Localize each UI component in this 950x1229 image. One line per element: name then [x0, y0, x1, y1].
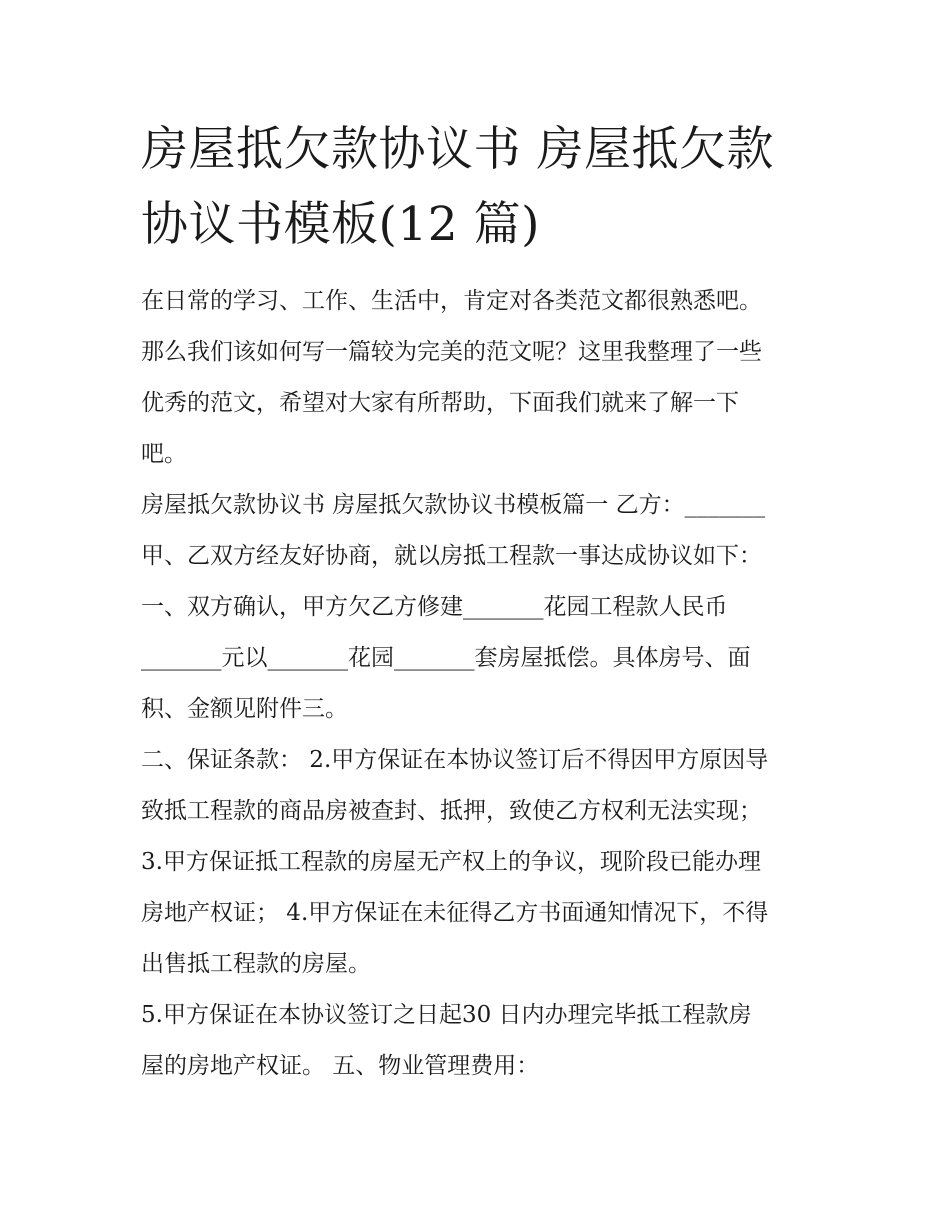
- body-line-15: 5.甲方保证在本协议签订之日起30 日内办理完毕抵工程款房: [141, 1002, 752, 1028]
- body-line-7: 一、双方确认，甲方欠乙方修建_______花园工程款人民币: [141, 594, 728, 620]
- body-line-2: 那么我们该如何写一篇较为完美的范文呢？这里我整理了一些: [141, 339, 762, 365]
- document-title: [141, 112, 821, 262]
- body-line-6: 甲、乙双方经友好协商，就以房抵工程款一事达成协议如下：: [141, 543, 762, 569]
- body-line-9: 积、金额见附件三。: [141, 696, 348, 722]
- body-line-16: 屋的房地产权证。 五、物业管理费用：: [141, 1053, 540, 1079]
- title-line-2: 协议书模板(12 篇): [141, 197, 540, 252]
- body-line-3: 优秀的范文，希望对大家有所帮助，下面我们就来了解一下: [141, 390, 739, 416]
- body-line-11: 致抵工程款的商品房被查封、抵押，致使乙方权利无法实现；: [141, 798, 762, 824]
- body-line-10: 二、保证条款： 2.甲方保证在本协议签订后不得因甲方原因导: [141, 747, 769, 773]
- document-body: [141, 276, 821, 1092]
- body-line-1: 在日常的学习、工作、生活中，肯定对各类范文都很熟悉吧。: [141, 288, 762, 314]
- body-line-4: 吧。: [141, 441, 187, 467]
- body-line-13: 房地产权证； 4.甲方保证在未征得乙方书面通知情况下，不得: [141, 900, 769, 926]
- title-line-1: 房屋抵欠款协议书 房屋抵欠款: [141, 122, 774, 177]
- body-line-12: 3.甲方保证抵工程款的房屋无产权上的争议，现阶段已能办理: [141, 849, 761, 875]
- body-line-14: 出售抵工程款的房屋。: [141, 951, 371, 977]
- body-line-5: 房屋抵欠款协议书 房屋抵欠款协议书模板篇一 乙方：_______: [141, 492, 766, 518]
- body-line-8: _______元以_______花园_______套房屋抵偿。具体房号、面: [141, 645, 751, 671]
